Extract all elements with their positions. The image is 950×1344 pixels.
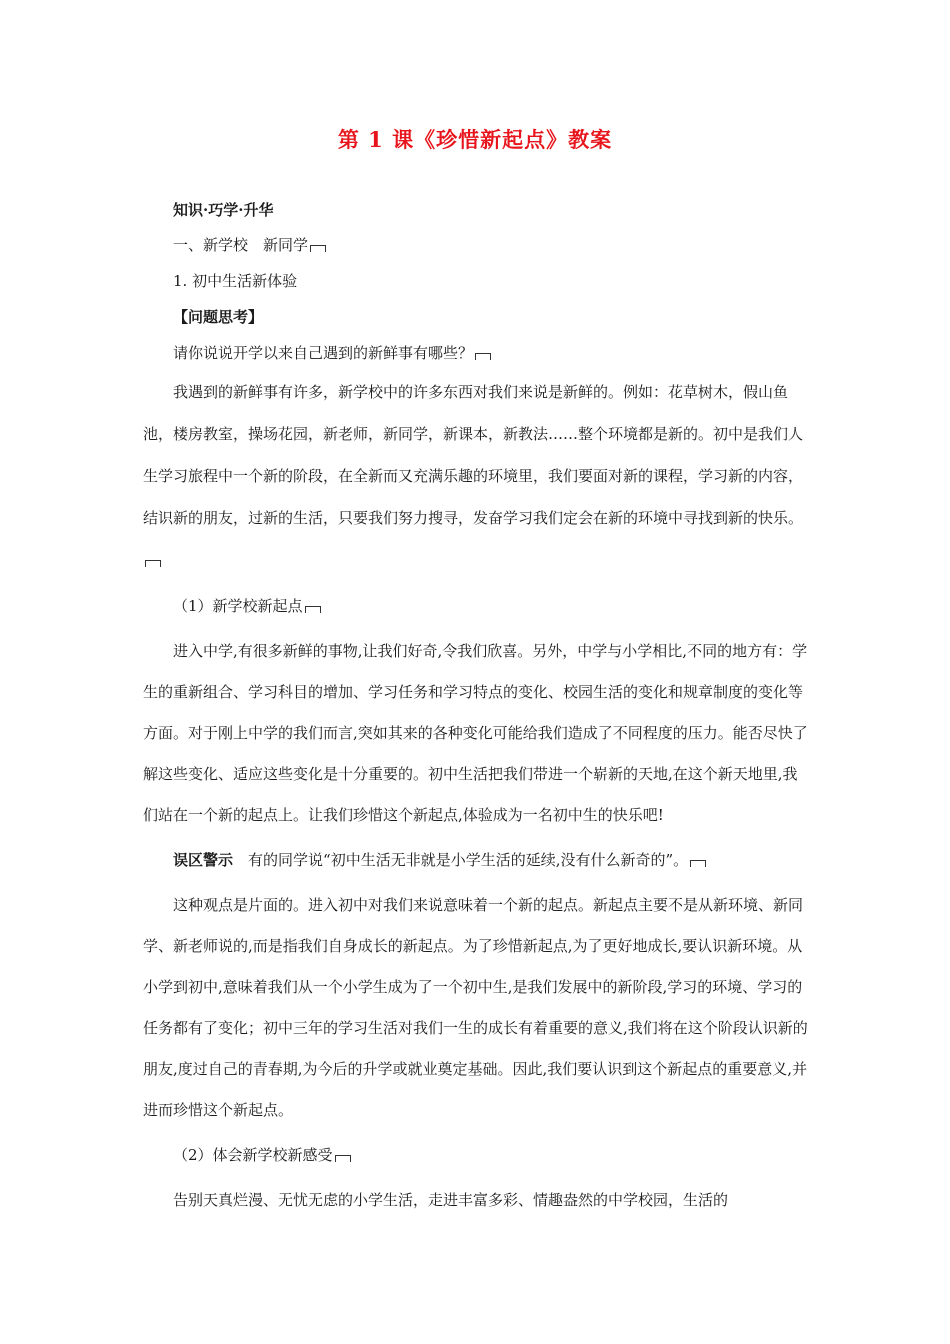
answer-text: 我遇到的新鲜事有许多，新学校中的许多东西对我们来说是新鲜的。例如：花草树木，假山鱼池，楼房教室，操场花园，新老师，新同学，新课本，新教法……整个环境都是新的。初中是我们人生学习旅程中一个新的阶段，在全新而又充满乐趣的环境里，我们要面对新的课程，学习新的内容，结识新的朋友，过新的生活，只要我们努力搜寻，发奋学习我们定会在新的环境中寻找到新的快乐。 — [143, 383, 804, 527]
warning-label: 误区警示 — [173, 851, 234, 869]
edit-mark-icon — [690, 860, 706, 867]
point-one-heading — [143, 585, 808, 627]
warning-paragraph — [143, 840, 808, 881]
section-one-text: 一、新学校 新同学 — [173, 236, 309, 254]
section-one-heading — [143, 231, 808, 259]
question-label — [143, 303, 808, 331]
point-one-body: 进入中学,有很多新鲜的事物,让我们好奇,令我们欣喜。另外，中学与小学相比,不同的地方有：学生的重新组合、学习科目的增加、学习任务和学习特点的变化、校园生活的变化和规章制度的变化等方面。对于刚上中学的我们而言,突如其来的各种变化可能给我们造成了不同程度的压力。能否尽快了解这些变化、适应这些变化是十分重要的。初中生活把我们带进一个崭新的天地,在这个新天地里,我们站在一个新的起点上。让我们珍惜这个新起点,体验成为一名初中生的快乐吧! — [143, 642, 808, 824]
answer-paragraph — [143, 371, 808, 581]
edit-mark-icon — [305, 606, 321, 613]
point-two-body: 告别天真烂漫、无忧无虑的小学生活，走进丰富多彩、情趣盎然的中学校园，生活的 — [173, 1191, 729, 1209]
question-text — [143, 339, 808, 367]
question-label-text: 【问题思考】 — [173, 308, 264, 326]
edit-mark-icon — [145, 560, 161, 567]
edit-mark-icon — [475, 353, 491, 360]
edit-mark-icon — [335, 1155, 351, 1162]
warning-text: 有的同学说“初中生活无非就是小学生活的延续,没有什么新奇的”。 — [248, 851, 689, 869]
subsection-one-heading: 1. 初中生活新体验 — [173, 272, 298, 290]
warning-answer: 这种观点是片面的。进入初中对我们来说意味着一个新的起点。新起点主要不是从新环境、新同学、新老师说的,而是指我们自身成长的新起点。为了珍惜新起点,为了更好地成长,要认识新环境。从小学到初中,意味着我们从一个小学生成为了一个初中生,是我们发展中的新阶段,学习的环境、学习的任务都有了变化；初中三年的学习生活对我们一生的成长有着重要的意义,我们将在这个阶段认识新的朋友,度过自己的青春期,为今后的升学或就业奠定基础。因此,我们要认识到这个新起点的重要意义,并进而珍惜这个新起点。 — [143, 896, 808, 1119]
document-body — [143, 196, 808, 1221]
question-text-content: 请你说说开学以来自己遇到的新鲜事有哪些？ — [173, 344, 474, 362]
point-two-heading-text: （2）体会新学校新感受 — [173, 1146, 333, 1164]
section-header: 知识·巧学·升华 — [173, 201, 274, 219]
edit-mark-icon — [310, 245, 326, 252]
point-one-heading-text: （1）新学校新起点 — [173, 597, 303, 615]
document-title: 第 1 课《珍惜新起点》教案 — [337, 127, 613, 152]
point-two-heading — [143, 1135, 808, 1176]
